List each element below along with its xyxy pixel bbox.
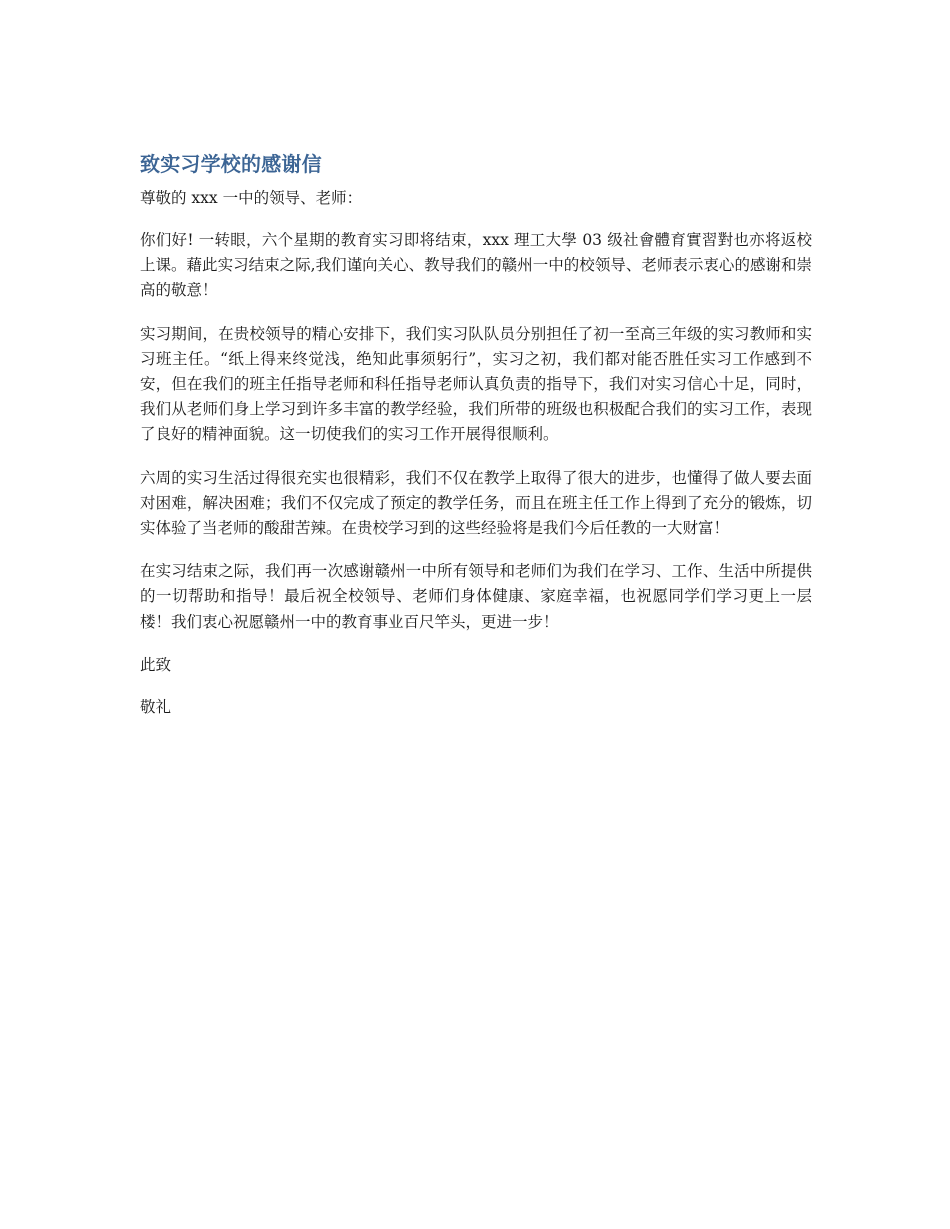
greeting: 尊敬的 xxx 一中的领导、老师：: [140, 189, 363, 207]
paragraph-3: 六周的实习生活过得很充实也很精彩，我们不仅在教学上取得了很大的进步，也懂得了做人要去面对困难，解决困难；我们不仅完成了预定的教学任务，而且在班主任工作上得到了充分的锻炼，切实体验了当老师的酸甜苦辣。在贵校学习到的这些经验将是我们今后任教的一大财富！: [140, 468, 812, 538]
closing-salutation: 此致: [140, 655, 172, 674]
document-title: 致实习学校的感谢信: [140, 152, 322, 176]
paragraph-2: 实习期间，在贵校领导的精心安排下，我们实习队队员分别担任了初一至高三年级的实习教师和实习班主任。“纸上得来终觉浅，绝知此事须躬行”，实习之初，我们都对能否胜任实习工作感到不安，但在我们的班主任指导老师和科任指导老师认真负责的指导下，我们对实习信心十足，同时，我们从老师们身上学习到许多丰富的教学经验，我们所带的班级也积极配合我们的实习工作，表现了良好的精神面貌。这一切使我们的实习工作开展得很顺利。: [140, 324, 812, 444]
letter-document: [140, 148, 812, 737]
closing-regards: 敬礼: [140, 697, 172, 716]
paragraph-1: 你们好! 一转眼，六个星期的教育实习即将结束，xxx 理工大學 03 级社會體育實習對也亦将返校上课。藉此实习结束之际,我们谨向关心、教导我们的赣州一中的校领导、老师表示衷心的感谢和崇高的敬意！: [140, 231, 812, 300]
paragraph-4: 在实习结束之际，我们再一次感谢赣州一中所有领导和老师们为我们在学习、工作、生活中所提供的一切帮助和指导！最后祝全校领导、老师们身体健康、家庭幸福，也祝愿同学们学习更上一层楼！我们衷心祝愿赣州一中的教育事业百尺竿头，更进一步！: [140, 562, 812, 631]
